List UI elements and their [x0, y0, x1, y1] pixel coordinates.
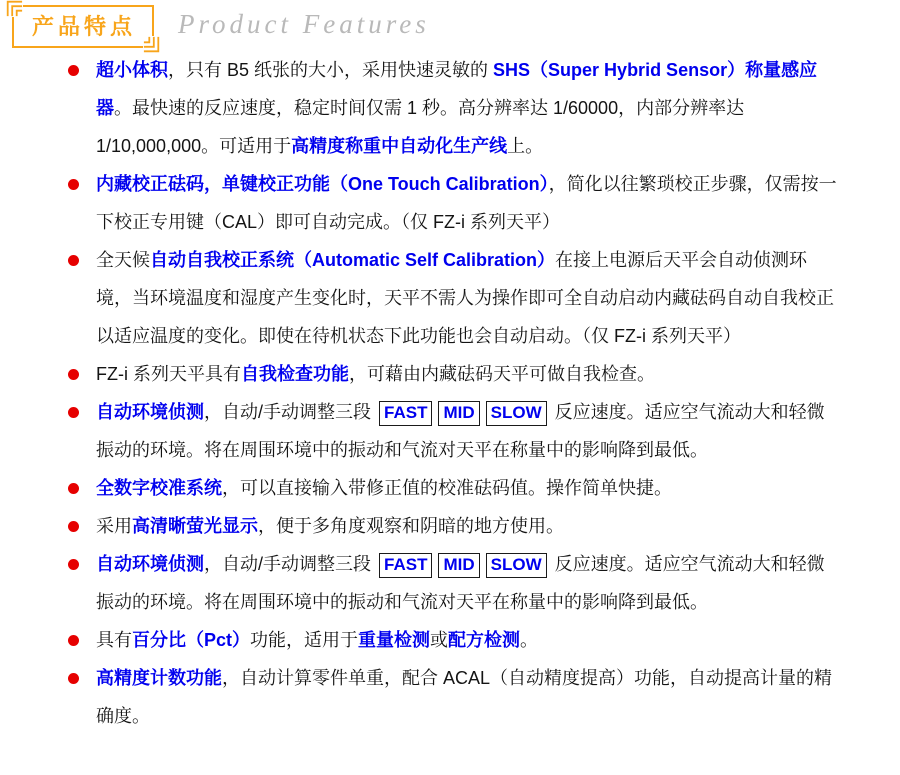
title-box	[12, 5, 154, 48]
feature-item	[96, 507, 842, 545]
feature-list	[0, 51, 900, 735]
text-segment: ，便于多角度观察和阴暗的地方使用。	[258, 516, 564, 536]
text-segment: 高精度称重中自动化生产线	[291, 136, 508, 156]
speed-mode-chip: MID	[438, 553, 479, 578]
text-segment: 。最快速的反应速度，稳定时间仅需 1 秒。高分辨率达 1/60000，内部分辨率达 1/10,000,000。可适用于	[96, 98, 745, 156]
text-segment: 具有	[96, 630, 132, 650]
text-segment: 内藏校正砝码，单键校正功能（One Touch Calibration）	[96, 174, 549, 194]
header	[0, 0, 900, 47]
text-segment: FZ-i 系列天平具有	[96, 364, 241, 384]
feature-item	[96, 165, 842, 241]
speed-mode-chip: MID	[438, 401, 479, 426]
text-segment: 全天候	[96, 250, 150, 270]
text-segment: 全数字校准系统	[96, 478, 222, 498]
speed-mode-chip: FAST	[379, 401, 432, 426]
feature-item	[96, 241, 842, 355]
feature-item	[96, 659, 842, 735]
text-segment: SHS（Super Hybrid Sensor）称量感应器	[96, 60, 818, 118]
page-subtitle: Product Features	[178, 9, 430, 39]
text-segment: ，可以直接输入带修正值的校准砝码值。操作简单快捷。	[222, 478, 672, 498]
speed-mode-chip: SLOW	[486, 553, 547, 578]
spiral-ornament-icon	[5, 0, 23, 17]
text-segment: 自动环境侦测	[96, 402, 204, 422]
feature-item	[96, 355, 842, 393]
speed-mode-chip: FAST	[379, 553, 432, 578]
feature-item	[96, 621, 842, 659]
text-segment: ，自动/手动调整三段	[204, 554, 377, 574]
text-segment: 功能，适用于	[250, 630, 359, 650]
text-segment: 高精度计数功能	[96, 668, 222, 688]
feature-item	[96, 545, 842, 621]
text-segment: 配方检测	[448, 630, 521, 650]
page-title: 产品特点	[32, 14, 137, 39]
text-segment: 或	[430, 630, 449, 650]
feature-item	[96, 51, 842, 165]
text-segment: ，自动计算零件单重，配合 ACAL（自动精度提高）功能，自动提高计量的精确度。	[96, 668, 833, 726]
feature-item	[96, 469, 842, 507]
text-segment: 重量检测	[358, 630, 431, 650]
text-segment: 采用	[96, 516, 132, 536]
speed-mode-chip: SLOW	[486, 401, 547, 426]
text-segment: 高清晰萤光显示	[132, 516, 258, 536]
text-segment: 反应速度。适应空气流动大和轻微振动的环境。将在周围环境中的振动和气流对天平在称量中的影响降到最低。	[96, 554, 825, 612]
text-segment: 。	[520, 630, 539, 650]
text-segment: 自动自我校正系统（Automatic Self Calibration）	[150, 250, 556, 270]
text-segment: ，简化以往繁琐校正步骤，仅需按一下校正专用键（CAL）即可自动完成。（仅 FZ-i 系列天平）	[96, 174, 837, 232]
text-segment: ，可藉由内藏砝码天平可做自我检查。	[348, 364, 655, 384]
text-segment: 百分比（Pct）	[132, 630, 251, 650]
text-segment: 在接上电源后天平会自动侦测环境，当环境温度和湿度产生变化时，天平不需人为操作即可全自动启动内藏砝码自动自我校正以适应温度的变化。即使在待机状态下此功能也会自动启动。（仅 FZ-i 系列天平）	[96, 250, 834, 346]
text-segment: 超小体积	[96, 60, 168, 80]
text-segment: ，自动/手动调整三段	[204, 402, 377, 422]
text-segment: 上。	[507, 136, 544, 156]
text-segment: 自动环境侦测	[96, 554, 204, 574]
text-segment: 自我检查功能	[240, 364, 349, 384]
text-segment: 反应速度。适应空气流动大和轻微振动的环境。将在周围环境中的振动和气流对天平在称量中的影响降到最低。	[96, 402, 825, 460]
text-segment: ，只有 B5 纸张的大小，采用快速灵敏的	[168, 60, 494, 80]
feature-item	[96, 393, 842, 469]
